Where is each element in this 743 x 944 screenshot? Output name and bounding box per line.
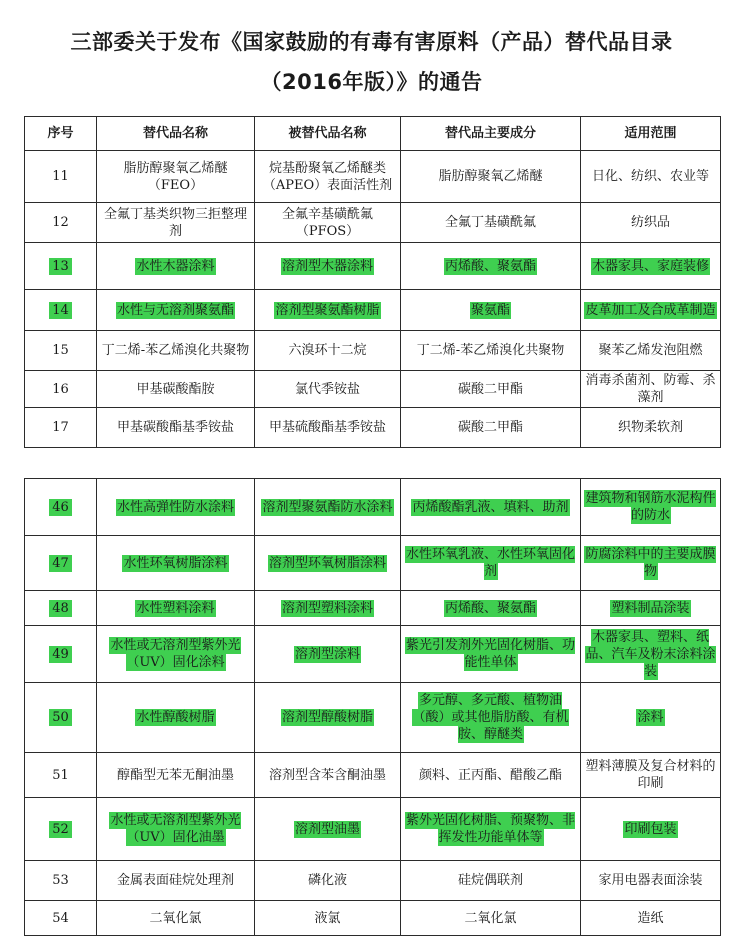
- cell-main-component-text: 紫外光固化树脂、预聚物、非挥发性功能单体等: [405, 813, 575, 845]
- table-row: [25, 591, 721, 626]
- cell-substitute-name-text: 水性或无溶剂型紫外光（UV）固化油墨: [110, 813, 241, 845]
- header-substitute-name: 替代品名称: [97, 117, 255, 151]
- table-row: [25, 331, 721, 371]
- cell-no-text: 14: [52, 302, 69, 318]
- cell-replaced-name-text: 溶剂型聚氨酯树脂: [275, 302, 380, 318]
- cell-scope: [581, 753, 721, 798]
- cell-replaced-name-text: 溶剂型木器涂料: [281, 258, 373, 274]
- cell-scope: [581, 626, 721, 683]
- cell-substitute-name: [97, 371, 255, 408]
- cell-substitute-name: [97, 626, 255, 683]
- cell-substitute-name: [97, 591, 255, 626]
- cell-substitute-name: [97, 901, 255, 936]
- cell-replaced-name: [255, 536, 401, 591]
- cell-scope-text: 造纸: [637, 910, 664, 926]
- cell-scope-text: 涂料: [637, 710, 664, 725]
- cell-scope: [581, 331, 721, 371]
- cell-no: [25, 331, 97, 371]
- cell-replaced-name: [255, 151, 401, 203]
- cell-replaced-name: [255, 371, 401, 408]
- table-row: [25, 536, 721, 591]
- header-main-component: 替代品主要成分: [401, 117, 581, 151]
- cell-replaced-name: [255, 203, 401, 243]
- cell-replaced-name-text: 全氟辛基磺酰氟（PFOS）: [281, 206, 373, 239]
- cell-replaced-name-text: 溶剂型聚氨酯防水涂料: [262, 499, 393, 515]
- title-line-1: 三部委关于发布《国家鼓励的有毒有害原料（产品）替代品目录: [70, 30, 673, 54]
- cell-main-component: [401, 243, 581, 290]
- cell-substitute-name-text: 水性醇酸树脂: [136, 710, 215, 725]
- cell-no: [25, 290, 97, 331]
- cell-no: [25, 683, 97, 753]
- cell-no: [25, 371, 97, 408]
- table-row: [25, 371, 721, 408]
- cell-main-component-text: 丙烯酸、聚氨酯: [444, 258, 536, 274]
- cell-substitute-name: [97, 798, 255, 861]
- table-header-row: [25, 117, 721, 151]
- cell-main-component: [401, 203, 581, 243]
- cell-main-component-text: 水性环氧乳液、水性环氧固化剂: [405, 547, 575, 579]
- cell-main-component: [401, 753, 581, 798]
- cell-scope-text: 木器家具、家庭装修: [591, 258, 709, 274]
- cell-main-component-text: 二氧化氯: [464, 910, 517, 926]
- table-row: [25, 861, 721, 901]
- cell-no-text: 50: [52, 710, 69, 725]
- cell-replaced-name: [255, 683, 401, 753]
- cell-scope-text: 消毒杀菌剂、防霉、杀藻剂: [585, 373, 716, 405]
- table-row: [25, 151, 721, 203]
- cell-substitute-name: [97, 683, 255, 753]
- cell-no-text: 15: [52, 343, 69, 358]
- cell-main-component-text: 碳酸二甲酯: [457, 381, 523, 397]
- cell-no-text: 48: [52, 600, 69, 616]
- cell-replaced-name: [255, 626, 401, 683]
- cell-no-text: 47: [52, 555, 69, 571]
- cell-scope-text: 织物柔软剂: [617, 420, 683, 435]
- cell-scope-text: 聚苯乙烯发泡阻燃: [598, 343, 703, 358]
- cell-scope-text: 防腐涂料中的主要成膜物: [585, 547, 716, 579]
- cell-main-component-text: 脂肪醇聚氧乙烯醚: [438, 169, 543, 184]
- table-row: [25, 290, 721, 331]
- cell-replaced-name: [255, 479, 401, 536]
- cell-replaced-name-text: 溶剂型含苯含酮油墨: [268, 767, 386, 783]
- cell-no-text: 53: [52, 873, 69, 888]
- cell-scope: [581, 408, 721, 448]
- cell-substitute-name-text: 水性高弹性防水涂料: [116, 499, 234, 515]
- cell-main-component: [401, 290, 581, 331]
- cell-replaced-name: [255, 243, 401, 290]
- cell-scope-text: 塑料薄膜及复合材料的印刷: [585, 759, 716, 791]
- cell-no: [25, 536, 97, 591]
- cell-substitute-name: [97, 479, 255, 536]
- cell-replaced-name-text: 磷化液: [307, 873, 347, 888]
- cell-scope-text: 纺织品: [630, 215, 670, 230]
- cell-no: [25, 408, 97, 448]
- cell-main-component: [401, 591, 581, 626]
- cell-main-component-text: 紫光引发剂外光固化树脂、功能性单体: [405, 638, 575, 670]
- cell-scope-text: 木器家具、塑料、纸品、汽车及粉末涂料涂装: [585, 629, 716, 679]
- table-row: [25, 203, 721, 243]
- cell-scope: [581, 901, 721, 936]
- cell-main-component: [401, 626, 581, 683]
- table-row: [25, 798, 721, 861]
- cell-main-component: [401, 536, 581, 591]
- cell-no: [25, 203, 97, 243]
- cell-scope-text: 皮革加工及合成革制造: [585, 302, 716, 318]
- cell-substitute-name-text: 水性塑料涂料: [136, 600, 215, 616]
- cell-main-component-text: 硅烷偶联剂: [457, 873, 523, 888]
- cell-replaced-name: [255, 901, 401, 936]
- cell-no-text: 12: [52, 215, 69, 230]
- cell-no-text: 54: [52, 910, 69, 926]
- cell-no-text: 49: [52, 646, 69, 662]
- cell-substitute-name-text: 丁二烯-苯乙烯溴化共聚物: [101, 343, 250, 358]
- cell-no-text: 11: [52, 169, 69, 184]
- cell-scope: [581, 798, 721, 861]
- header-no: 序号: [25, 117, 97, 151]
- table-row: [25, 753, 721, 798]
- cell-main-component: [401, 798, 581, 861]
- cell-replaced-name-text: 溶剂型醇酸树脂: [281, 710, 373, 725]
- cell-no: [25, 798, 97, 861]
- cell-no: [25, 901, 97, 936]
- cell-no: [25, 753, 97, 798]
- cell-replaced-name-text: 溶剂型油墨: [294, 821, 360, 837]
- cell-main-component-text: 多元醇、多元酸、植物油（酸）或其他脂肪酸、有机胺、醇醚类: [412, 693, 569, 742]
- cell-main-component-text: 丙烯酸、聚氨酯: [444, 600, 536, 616]
- cell-scope: [581, 479, 721, 536]
- cell-substitute-name-text: 二氧化氯: [149, 910, 202, 926]
- table-row: [25, 479, 721, 536]
- cell-scope: [581, 203, 721, 243]
- cell-no: [25, 243, 97, 290]
- cell-replaced-name-text: 氯代季铵盐: [294, 381, 360, 397]
- cell-main-component-text: 颜料、正丙酯、醋酸乙酯: [418, 767, 562, 783]
- cell-replaced-name: [255, 331, 401, 371]
- table-row: [25, 626, 721, 683]
- cell-replaced-name-text: 溶剂型塑料涂料: [281, 600, 373, 616]
- cell-substitute-name: [97, 243, 255, 290]
- cell-scope-text: 日化、纺织、农业等: [591, 169, 709, 184]
- cell-main-component: [401, 371, 581, 408]
- cell-substitute-name: [97, 151, 255, 203]
- cell-no-text: 52: [52, 821, 69, 837]
- cell-no: [25, 151, 97, 203]
- cell-scope-text: 塑料制品涂装: [611, 600, 690, 616]
- cell-scope-text: 印刷包装: [624, 821, 677, 837]
- cell-scope: [581, 151, 721, 203]
- cell-substitute-name: [97, 203, 255, 243]
- cell-replaced-name-text: 溶剂型涂料: [294, 646, 360, 662]
- cell-scope: [581, 243, 721, 290]
- cell-no: [25, 479, 97, 536]
- cell-scope-text: 建筑物和钢筋水泥构件的防水: [585, 491, 716, 523]
- cell-main-component: [401, 683, 581, 753]
- substitutes-table-top: [24, 116, 721, 448]
- cell-substitute-name-text: 水性与无溶剂聚氨酯: [116, 302, 234, 318]
- header-replaced-name: 被替代品名称: [255, 117, 401, 151]
- notice-title: [0, 22, 743, 102]
- cell-substitute-name-text: 金属表面硅烷处理剂: [116, 873, 234, 888]
- cell-substitute-name-text: 脂肪醇聚氧乙烯醚（FEO）: [123, 160, 228, 193]
- cell-no-text: 16: [52, 381, 69, 397]
- table-split-gap: [24, 468, 720, 478]
- cell-main-component-text: 碳酸二甲酯: [457, 420, 523, 435]
- cell-no: [25, 626, 97, 683]
- cell-main-component: [401, 479, 581, 536]
- cell-main-component: [401, 151, 581, 203]
- cell-no-text: 17: [52, 420, 69, 435]
- cell-main-component: [401, 861, 581, 901]
- cell-main-component-text: 聚氨酯: [470, 302, 510, 318]
- cell-replaced-name-text: 甲基硫酸酯基季铵盐: [268, 420, 386, 435]
- cell-main-component: [401, 331, 581, 371]
- cell-substitute-name: [97, 753, 255, 798]
- cell-no: [25, 591, 97, 626]
- cell-scope: [581, 591, 721, 626]
- cell-scope: [581, 290, 721, 331]
- cell-replaced-name-text: 液氯: [314, 910, 341, 926]
- cell-replaced-name: [255, 591, 401, 626]
- cell-substitute-name-text: 水性木器涂料: [136, 258, 215, 274]
- cell-scope: [581, 536, 721, 591]
- cell-substitute-name: [97, 536, 255, 591]
- cell-substitute-name: [97, 331, 255, 371]
- cell-scope: [581, 371, 721, 408]
- cell-substitute-name: [97, 408, 255, 448]
- cell-substitute-name-text: 水性环氧树脂涂料: [123, 555, 228, 571]
- cell-main-component-text: 丙烯酸酯乳液、填料、助剂: [412, 499, 569, 515]
- cell-replaced-name-text: 溶剂型环氧树脂涂料: [268, 555, 386, 571]
- title-line-2: （2016年版）》的通告: [260, 70, 483, 94]
- table-row: [25, 408, 721, 448]
- cell-no-text: 51: [52, 767, 69, 783]
- table-row: [25, 243, 721, 290]
- cell-substitute-name-text: 水性或无溶剂型紫外光（UV）固化涂料: [110, 638, 241, 670]
- cell-scope: [581, 861, 721, 901]
- cell-substitute-name-text: 甲基碳酸酯胺: [136, 381, 215, 397]
- cell-replaced-name-text: 烷基酚聚氧乙烯醚类（APEO）表面活性剂: [262, 160, 393, 193]
- cell-replaced-name: [255, 861, 401, 901]
- header-scope: 适用范围: [581, 117, 721, 151]
- cell-scope: [581, 683, 721, 753]
- substitutes-table-bottom: [24, 478, 721, 936]
- cell-substitute-name-text: 甲基碳酸酯基季铵盐: [116, 420, 234, 435]
- cell-substitute-name-text: 醇酯型无苯无酮油墨: [116, 767, 234, 783]
- cell-substitute-name: [97, 861, 255, 901]
- cell-replaced-name: [255, 753, 401, 798]
- cell-main-component: [401, 901, 581, 936]
- table-row: [25, 901, 721, 936]
- cell-replaced-name: [255, 408, 401, 448]
- cell-scope-text: 家用电器表面涂装: [598, 873, 703, 888]
- cell-main-component-text: 全氟丁基磺酰氟: [444, 215, 536, 230]
- cell-replaced-name: [255, 290, 401, 331]
- cell-no: [25, 861, 97, 901]
- cell-no-text: 46: [52, 499, 69, 515]
- cell-replaced-name-text: 六溴环十二烷: [288, 343, 367, 358]
- cell-replaced-name: [255, 798, 401, 861]
- cell-main-component-text: 丁二烯-苯乙烯溴化共聚物: [416, 343, 565, 358]
- cell-no-text: 13: [52, 258, 69, 274]
- table-row: [25, 683, 721, 753]
- cell-main-component: [401, 408, 581, 448]
- cell-substitute-name: [97, 290, 255, 331]
- cell-substitute-name-text: 全氟丁基类织物三拒整理剂: [103, 206, 247, 239]
